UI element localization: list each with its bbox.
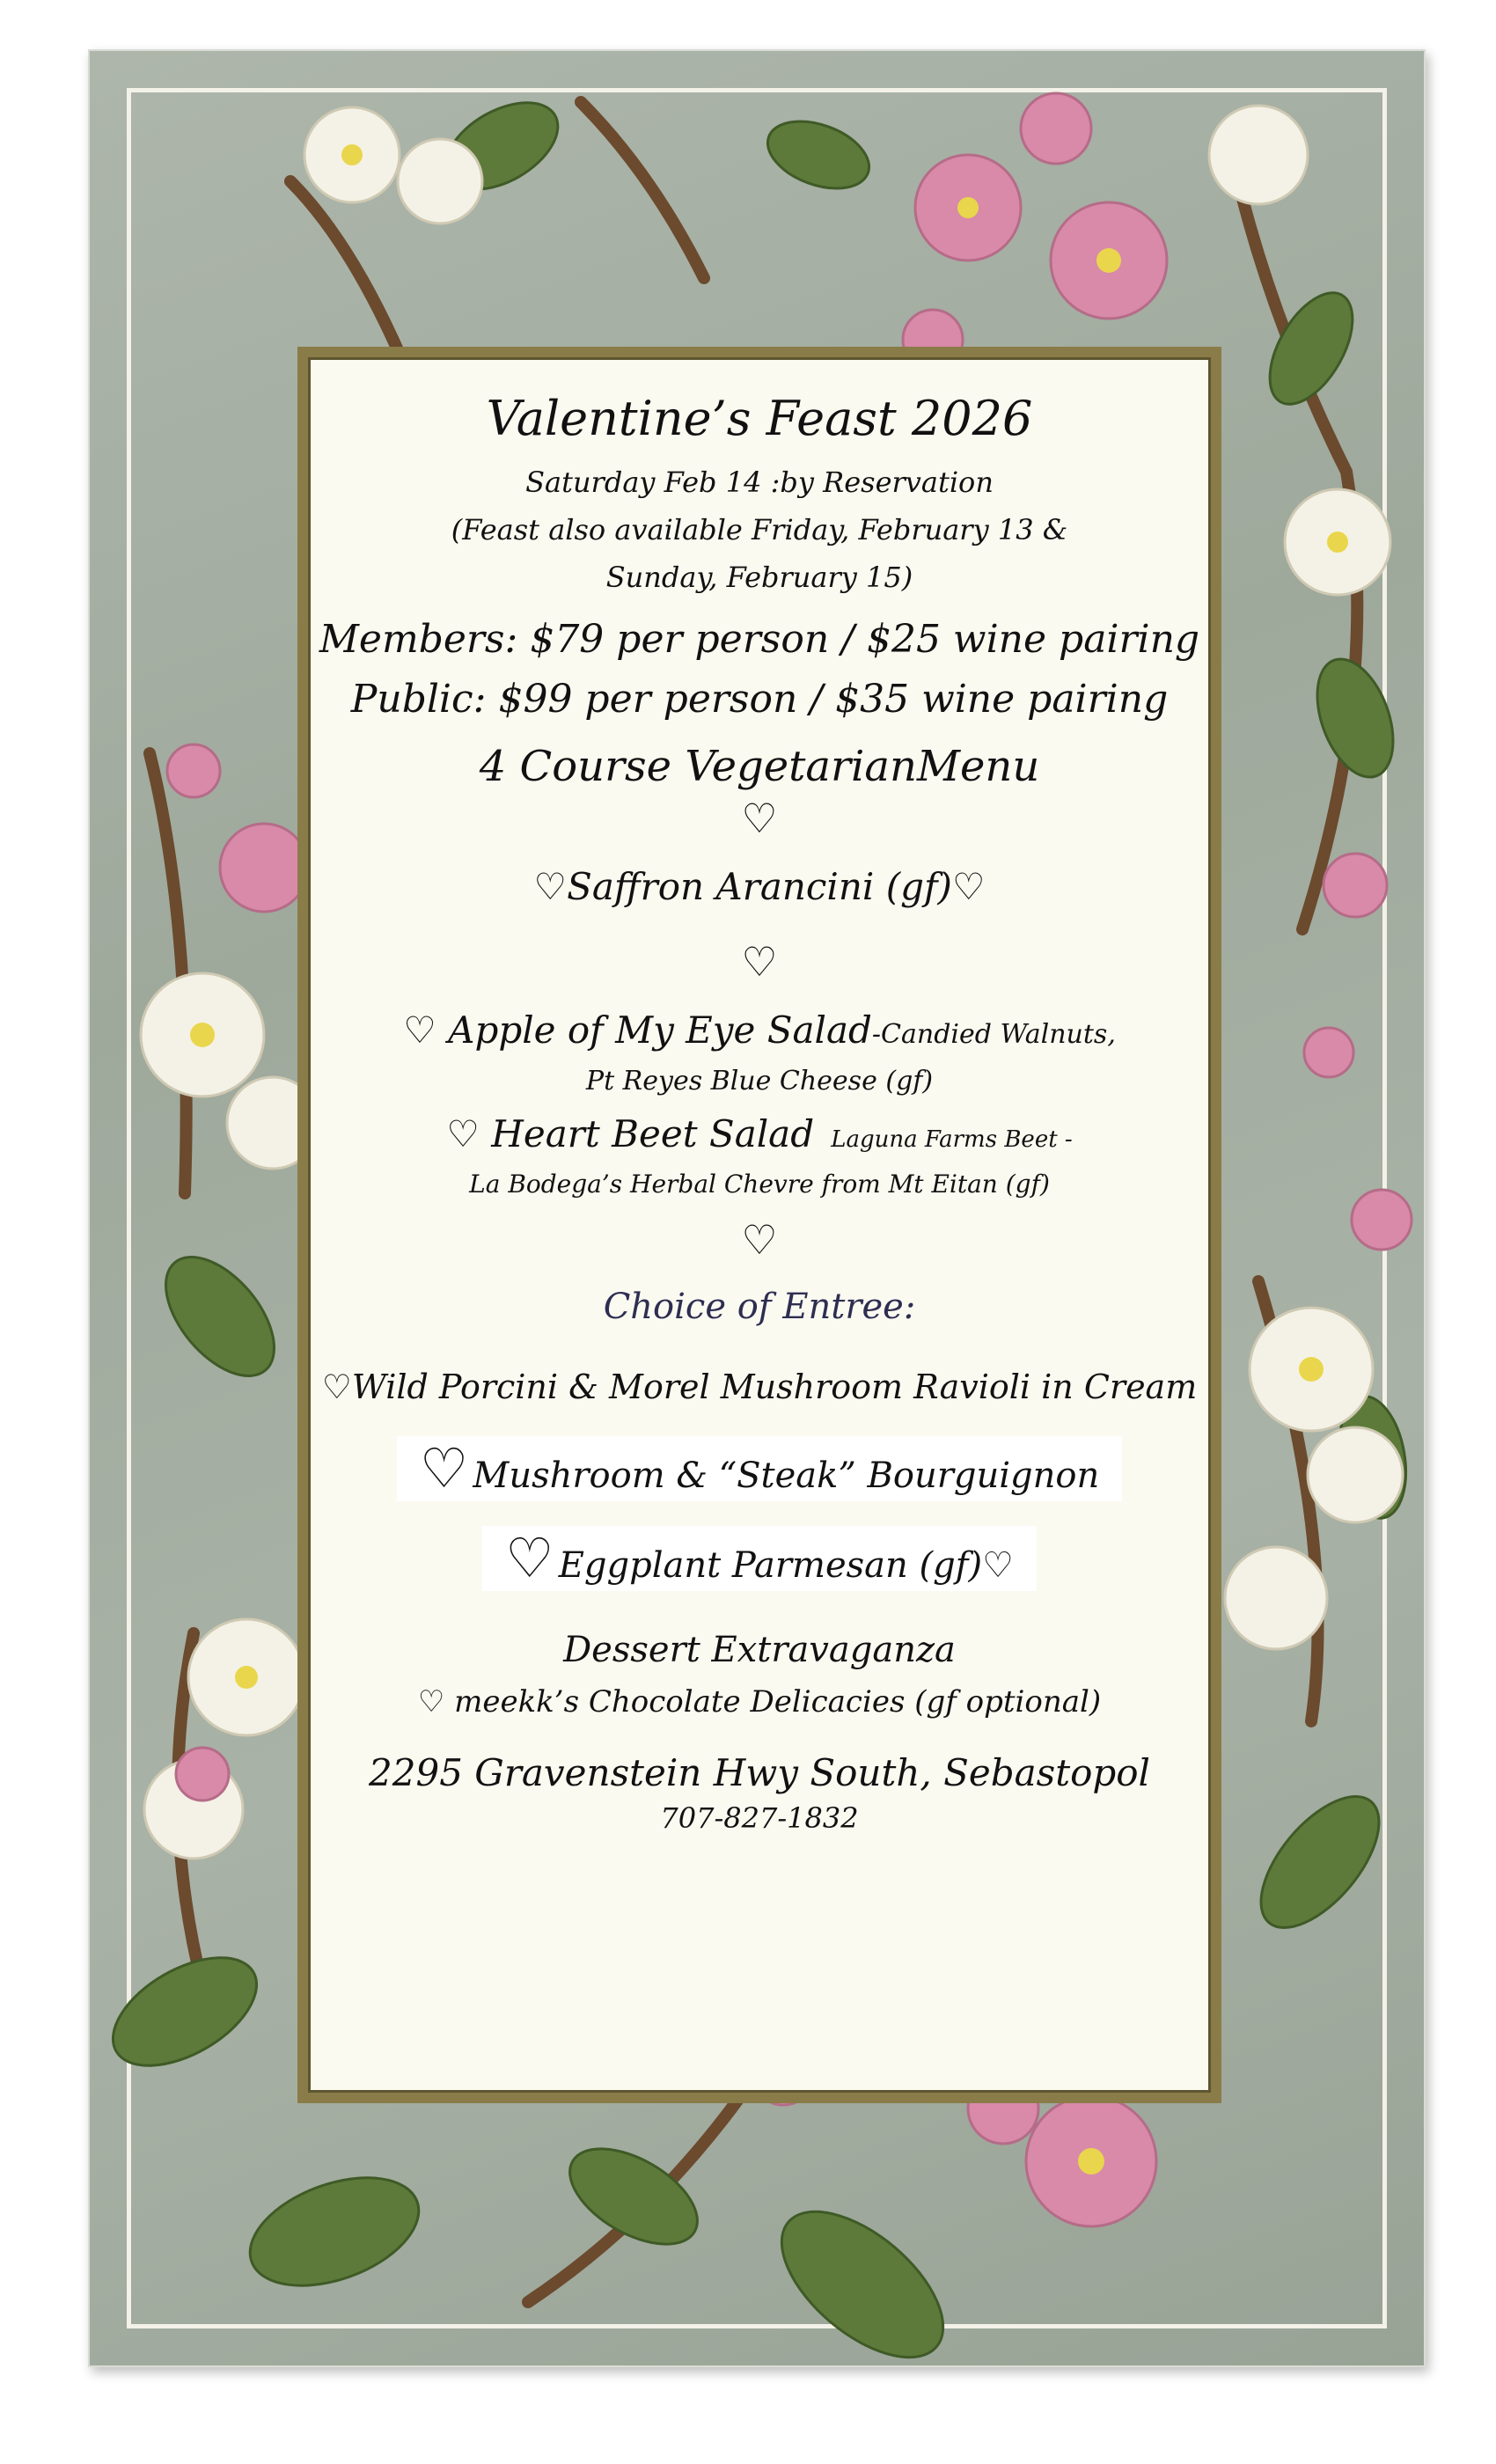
public-price: Public: $99 per person / $35 wine pairing [350,677,1169,722]
menu-panel [297,347,1221,2103]
phone-number: 707-827-1832 [660,1801,859,1835]
course-arancini: ♡Saffron Arancini (gf)♡ [533,865,986,908]
entree-bourguignon: Mushroom & “Steak” Bourguignon [473,1456,1100,1496]
entree-eggplant: Eggplant Parmesan (gf)♡ [558,1545,1014,1586]
also-available-line-1: (Feast also available Friday, February 13 & [451,513,1068,546]
salad-beet-desc-2: La Bodega’s Herbal Chevre from Mt Eitan (gf) [469,1170,1050,1199]
menu-content [308,357,1211,1835]
salad-beet-name: ♡ Heart Beet Salad [446,1112,815,1155]
entree-heading: Choice of Entree: [603,1287,916,1327]
entree-ravioli: ♡Wild Porcini & Morel Mushroom Ravioli in Cream [321,1368,1198,1406]
entree-eggplant-highlight [482,1526,1037,1591]
salad-apple-desc-2: Pt Reyes Blue Cheese (gf) [585,1066,934,1096]
dessert-heading: Dessert Extravaganza [563,1630,956,1670]
dessert-item: ♡ meekk’s Chocolate Delicacies (gf optional) [417,1684,1102,1720]
heart-icon: ♡ [741,1216,778,1264]
also-available-line-2: Sunday, February 15) [605,561,913,594]
heart-icon: ♡ [741,795,778,842]
heart-icon: ♡ [741,938,778,986]
salad-apple-name: ♡ Apple of My Eye Salad [403,1008,872,1052]
members-price: Members: $79 per person / $25 wine pairing [319,617,1200,662]
entree-bourguignon-highlight [397,1436,1123,1501]
entree-bourguignon-line [308,1436,1211,1501]
salad-apple-line [308,1008,1211,1052]
heart-icon: ♡ [505,1526,554,1590]
menu-card [88,49,1426,2367]
date-line: Saturday Feb 14 :by Reservation [525,466,994,499]
salad-apple-desc: -Candied Walnuts, [871,1019,1116,1050]
heart-icon: ♡ [419,1436,469,1500]
menu-heading: 4 Course VegetarianMenu [479,742,1040,791]
salad-beet-line [308,1112,1211,1155]
menu-title: Valentine’s Feast 2026 [486,391,1033,446]
salad-beet-desc: Laguna Farms Beet - [831,1126,1073,1153]
address: 2295 Gravenstein Hwy South, Sebastopol [369,1751,1150,1794]
entree-eggplant-line [308,1526,1211,1591]
